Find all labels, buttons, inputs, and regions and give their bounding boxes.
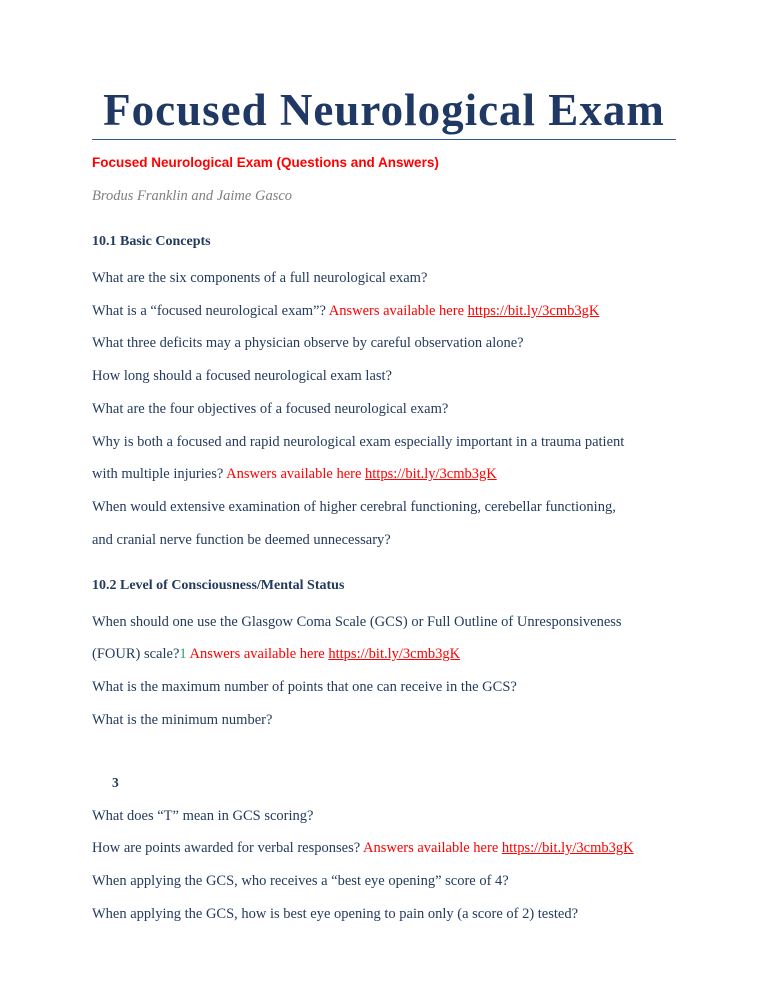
question-text: with multiple injuries? [92, 466, 224, 482]
question-text: How are points awarded for verbal responses? [92, 840, 361, 856]
title-underline [92, 139, 676, 140]
authors: Brodus Franklin and Jaime Gasco [92, 188, 293, 204]
question-line: What does “T” mean in GCS scoring? [92, 808, 314, 824]
question-line: What are the six components of a full neurological exam? [92, 270, 428, 286]
question-line: When applying the GCS, how is best eye opening to pain only (a score of 2) tested? [92, 906, 579, 922]
question-line [92, 840, 634, 857]
page-marker: 3 [112, 775, 119, 790]
question-line: What is the maximum number of points that one can receive in the GCS? [92, 679, 517, 695]
answers-link[interactable]: https://bit.ly/3cmb3gK [467, 303, 600, 319]
question-line [92, 303, 599, 320]
question-line: and cranial nerve function be deemed unnecessary? [92, 532, 391, 548]
question-line: What are the four objectives of a focused neurological exam? [92, 401, 449, 417]
answers-label: Answers available here [226, 466, 362, 482]
question-line [92, 466, 497, 483]
question-text: What is a “focused neurological exam”? [92, 303, 326, 319]
footnote-marker: 1 [179, 646, 187, 662]
question-line [92, 646, 460, 663]
question-text: (FOUR) scale? [92, 646, 180, 662]
question-line: Why is both a focused and rapid neurological exam especially important in a trauma patient [92, 434, 625, 450]
answers-link[interactable]: https://bit.ly/3cmb3gK [365, 466, 497, 482]
section-heading-basic-concepts: 10.1 Basic Concepts [92, 234, 211, 249]
question-line: How long should a focused neurological exam last? [92, 368, 392, 384]
answers-label: Answers available here [328, 303, 465, 319]
question-line: When should one use the Glasgow Coma Scale (GCS) or Full Outline of Unresponsiveness [92, 614, 622, 630]
answers-link[interactable]: https://bit.ly/3cmb3gK [501, 840, 634, 856]
answers-link[interactable]: https://bit.ly/3cmb3gK [328, 646, 461, 662]
question-line: What is the minimum number? [92, 712, 273, 728]
question-line: What three deficits may a physician observe by careful observation alone? [92, 335, 524, 351]
question-line: When applying the GCS, who receives a “best eye opening” score of 4? [92, 873, 509, 889]
answers-label: Answers available here [362, 840, 499, 856]
question-line: When would extensive examination of higher cerebral functioning, cerebellar functioning, [92, 499, 616, 515]
answers-label: Answers available here [189, 646, 325, 662]
section-heading-consciousness: 10.2 Level of Consciousness/Mental Status [92, 578, 345, 593]
document-subtitle: Focused Neurological Exam (Questions and Answers) [92, 155, 439, 170]
document-title: Focused Neurological Exam [103, 85, 665, 135]
